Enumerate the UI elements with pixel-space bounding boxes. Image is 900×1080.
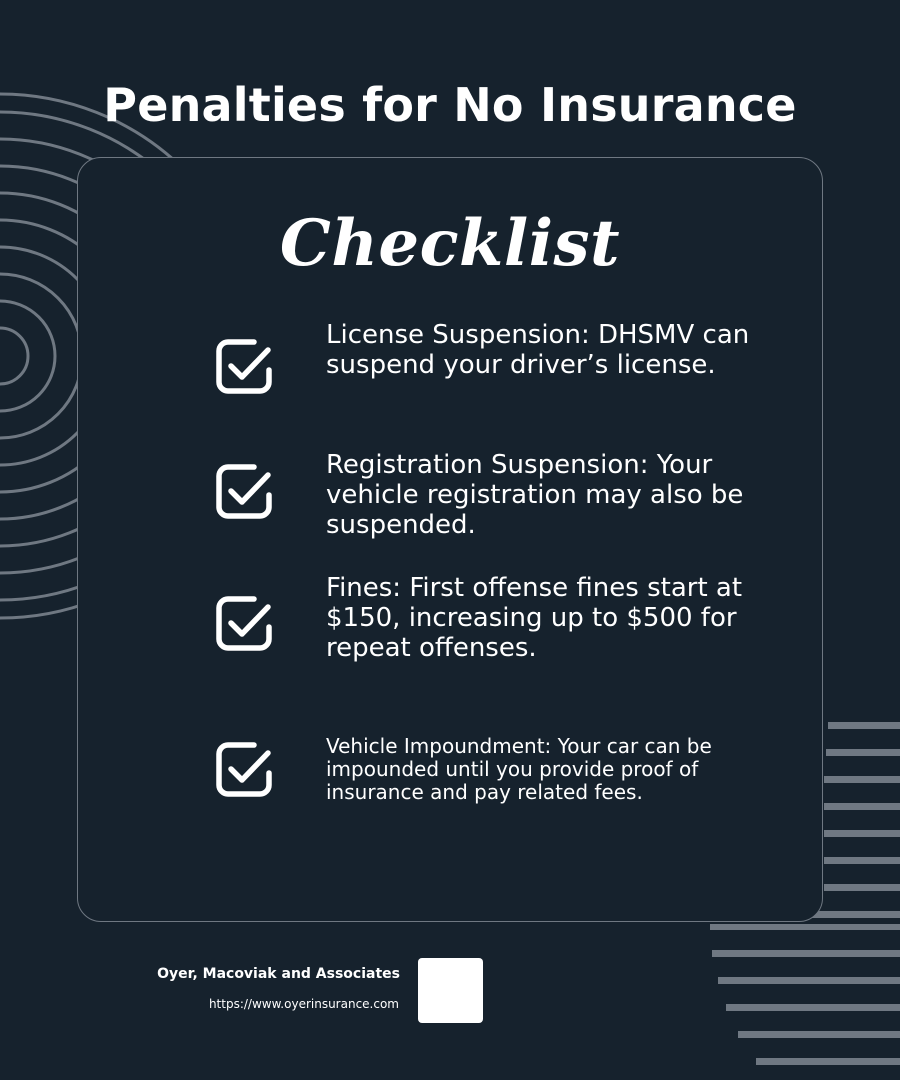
checklist-item-text: License Suspension: DHSMV can suspend your driver’s license. (326, 320, 750, 380)
checklist-item-text: Vehicle Impoundment: Your car can be impounded until you provide proof of insurance and pay related fees. (326, 734, 712, 804)
checklist-item-text: Registration Suspension: Your vehicle registration may also be suspended. (326, 450, 744, 540)
checklist-card (77, 157, 823, 922)
checkbox-checked-icon (214, 739, 274, 799)
footer-url-link[interactable]: https://www.oyerinsurance.com (208, 997, 399, 1011)
page-title: Penalties for No Insurance (103, 78, 797, 132)
company-logo (418, 958, 483, 1023)
checkbox-checked-icon (214, 593, 274, 653)
checkbox-checked-icon (214, 461, 274, 521)
checkbox-checked-icon (214, 336, 274, 396)
checklist-item-text: Fines: First offense fines start at $150, increasing up to $500 for repeat offenses. (326, 573, 743, 663)
footer-company-name: Oyer, Macoviak and Associates (157, 966, 400, 982)
checklist-heading: Checklist (279, 206, 621, 281)
